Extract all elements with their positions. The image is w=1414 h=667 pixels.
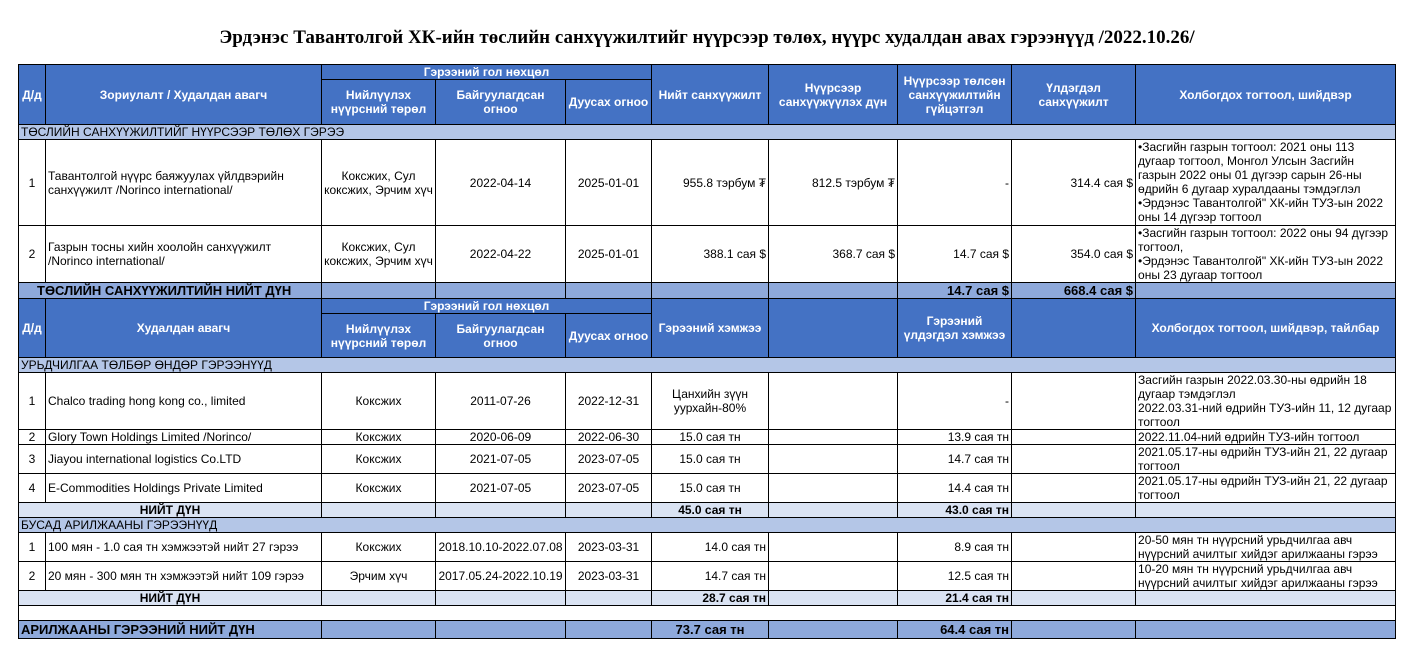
table-row bbox=[19, 140, 1396, 226]
total-label: НИЙТ ДҮН bbox=[19, 503, 322, 518]
cell-signed: 2021-07-05 bbox=[436, 474, 566, 503]
cell-no: 1 bbox=[19, 533, 46, 562]
total-amount: 28.7 сая тн bbox=[652, 591, 769, 606]
table-row bbox=[19, 226, 1396, 283]
empty-cell bbox=[769, 621, 898, 639]
contracts-table bbox=[18, 64, 1396, 639]
cell-notes bbox=[1136, 562, 1396, 591]
cell-coal: Коксжих bbox=[322, 445, 436, 474]
cell-expiry: 2025-01-01 bbox=[566, 226, 652, 283]
col-buyer-header: Худалдан авагч bbox=[46, 299, 322, 358]
col-coal-type-header: Нийлүүлэх нүүрсний төрөл bbox=[322, 80, 436, 125]
empty-cell bbox=[436, 283, 566, 299]
col-direction-header: Зориулалт / Худалдан авагч bbox=[46, 65, 322, 125]
spacer-cell bbox=[19, 606, 1396, 621]
cell-notes bbox=[1136, 140, 1396, 226]
section2-total-row bbox=[19, 503, 1396, 518]
total-label: ТӨСЛИЙН САНХҮҮЖИЛТИЙН НИЙТ ДҮН bbox=[19, 283, 322, 299]
col-total-funding-header: Нийт санхүүжилт bbox=[652, 65, 769, 125]
col-coal-type-header: Нийлүүлэх нүүрсний төрөл bbox=[322, 314, 436, 358]
note-line: 20-50 мян тн нүүрсний урьдчилгаа авч нүүрсний ачилтыг хийдэг арилжааны гэрээ bbox=[1138, 533, 1378, 561]
empty-cell bbox=[436, 503, 566, 518]
cell-paid: 14.7 сая $ bbox=[898, 226, 1012, 283]
page-title: Эрдэнэс Тавантолгой ХК-ийн төслийн санхүүжилтийг нүүрсээр төлөх, нүүрс худалдан авах гэрээнүүд /2022.10.26/ bbox=[219, 27, 1195, 48]
cell-name: 100 мян - 1.0 сая тн хэмжээтэй нийт 27 гэрээ bbox=[46, 533, 322, 562]
table-row bbox=[19, 373, 1396, 430]
grand-total-balance: 64.4 сая тн bbox=[898, 621, 1012, 639]
cell-notes bbox=[1136, 226, 1396, 283]
note-line: 2022.03.31-ний өдрийн ТУЗ-ийн 11, 12 дугаар тогтоол bbox=[1138, 401, 1392, 429]
note-line: •Эрдэнэс Тавантолгой" ХК-ийн ТУЗ-ын 2022 оны 14 дүгээр тогтоол bbox=[1138, 196, 1384, 224]
col-expiry-header: Дуусах огноо bbox=[566, 314, 652, 358]
cell-expiry: 2022-06-30 bbox=[566, 430, 652, 445]
empty-cell bbox=[769, 533, 898, 562]
cell-balance: - bbox=[898, 373, 1012, 430]
empty-cell bbox=[322, 621, 436, 639]
grand-total-row bbox=[19, 621, 1396, 639]
grand-total-label: АРИЛЖААНЫ ГЭРЭЭНИЙ НИЙТ ДҮН bbox=[19, 621, 322, 639]
cell-name: Chalco trading hong kong co., limited bbox=[46, 373, 322, 430]
cell-balance: 314.4 сая $ bbox=[1012, 140, 1136, 226]
cell-no: 2 bbox=[19, 226, 46, 283]
cell-expiry: 2023-03-31 bbox=[566, 533, 652, 562]
header2-row-top bbox=[19, 299, 1396, 314]
cell-coal: Эрчим хүч bbox=[322, 562, 436, 591]
table-row bbox=[19, 430, 1396, 445]
cell-no: 2 bbox=[19, 430, 46, 445]
cell-signed: 2011-07-26 bbox=[436, 373, 566, 430]
col-related-header: Холбогдох тогтоол, шийдвэр, тайлбар bbox=[1136, 299, 1396, 358]
cell-signed: 2022-04-22 bbox=[436, 226, 566, 283]
cell-signed: 2022-04-14 bbox=[436, 140, 566, 226]
cell-notes bbox=[1136, 445, 1396, 474]
empty-cell bbox=[769, 283, 898, 299]
col-expiry-header: Дуусах огноо bbox=[566, 80, 652, 125]
cell-name: 20 мян - 300 мян тн хэмжээтэй нийт 109 гэрээ bbox=[46, 562, 322, 591]
cell-notes bbox=[1136, 373, 1396, 430]
col-no-header: Д/д bbox=[19, 65, 46, 125]
cell-amount: 15.0 сая тн bbox=[652, 474, 769, 503]
table-row bbox=[19, 445, 1396, 474]
cell-coal-funding: 368.7 сая $ bbox=[769, 226, 898, 283]
empty-cell bbox=[652, 283, 769, 299]
col-coal-funding-header: Нүүрсээр санхүүжүүлэх дүн bbox=[769, 65, 898, 125]
cell-coal: Коксжих, Сул коксжих, Эрчим хүч bbox=[322, 226, 436, 283]
empty-cell bbox=[769, 373, 898, 430]
cell-amount: 15.0 сая тн bbox=[652, 430, 769, 445]
cell-balance: 12.5 сая тн bbox=[898, 562, 1012, 591]
total-balance: 43.0 сая тн bbox=[898, 503, 1012, 518]
table-row bbox=[19, 474, 1396, 503]
cell-amount: 14.7 сая тн bbox=[652, 562, 769, 591]
empty-cell bbox=[769, 430, 898, 445]
col-related-header: Холбогдох тогтоол, шийдвэр bbox=[1136, 65, 1396, 125]
note-line: 10-20 мян тн нүүрсний урьдчилгаа авч нүүрсний ачилтыг хийдэг арилжааны гэрээ bbox=[1138, 562, 1378, 590]
section-row bbox=[19, 125, 1396, 140]
empty-cell bbox=[322, 503, 436, 518]
empty-cell bbox=[322, 283, 436, 299]
cell-balance: 354.0 сая $ bbox=[1012, 226, 1136, 283]
empty-cell bbox=[1012, 503, 1136, 518]
cell-no: 3 bbox=[19, 445, 46, 474]
col-main-terms-header: Гэрээний гол нөхцөл bbox=[322, 299, 652, 314]
cell-no: 1 bbox=[19, 140, 46, 226]
header1-row-top bbox=[19, 65, 1396, 80]
note-line: Засгийн газрын 2022.03.30-ны өдрийн 18 дугаар тэмдэглэл bbox=[1138, 373, 1367, 401]
cell-name: Газрын тосны хийн хоолойн санхүүжилт /Norinco international/ bbox=[46, 226, 322, 283]
section-row bbox=[19, 358, 1396, 373]
cell-total: 955.8 тэрбум ₮ bbox=[652, 140, 769, 226]
note-line: •Засгийн газрын тогтоол: 2021 оны 113 дугаар тогтоол, Монгол Улсын Засгийн газрын 2022 оны 01 дүгээр сарын 26-ны өдрийн 6 дугаар хуралдааны тэмдэглэл bbox=[1138, 140, 1362, 196]
total-paid: 14.7 сая $ bbox=[898, 283, 1012, 299]
empty-cell bbox=[769, 503, 898, 518]
col-paid-progress-header: Нүүрсээр төлсөн санхүүжилтийн гүйцэтгэл bbox=[898, 65, 1012, 125]
note-line: •Засгийн газрын тогтоол: 2022 оны 94 дүгээр тогтоол, bbox=[1138, 226, 1389, 254]
total-label: НИЙТ ДҮН bbox=[19, 591, 322, 606]
cell-name: Тавантолгой нүүрс баяжуулах үйлдвэрийн санхүүжилт /Norinco international/ bbox=[46, 140, 322, 226]
empty-cell bbox=[1012, 591, 1136, 606]
empty-cell bbox=[566, 591, 652, 606]
empty-cell bbox=[1136, 591, 1396, 606]
section-label: УРЬДЧИЛГАА ТӨЛБӨР ӨНДӨР ГЭРЭЭНҮҮД bbox=[19, 358, 1396, 373]
empty-cell bbox=[1012, 533, 1136, 562]
empty-cell bbox=[566, 621, 652, 639]
cell-signed: 2020-06-09 bbox=[436, 430, 566, 445]
cell-expiry: 2023-07-05 bbox=[566, 474, 652, 503]
empty-cell bbox=[769, 591, 898, 606]
empty-cell bbox=[769, 445, 898, 474]
total-balance: 21.4 сая тн bbox=[898, 591, 1012, 606]
empty-cell bbox=[769, 562, 898, 591]
cell-name: Glory Town Holdings Limited /Norinco/ bbox=[46, 430, 322, 445]
cell-expiry: 2023-03-31 bbox=[566, 562, 652, 591]
total-amount: 45.0 сая тн bbox=[652, 503, 769, 518]
empty-header bbox=[1012, 299, 1136, 358]
empty-cell bbox=[436, 621, 566, 639]
empty-cell bbox=[566, 283, 652, 299]
section-label: БУСАД АРИЛЖААНЫ ГЭРЭЭНҮҮД bbox=[19, 518, 1396, 533]
empty-cell bbox=[1012, 430, 1136, 445]
empty-cell bbox=[1012, 373, 1136, 430]
cell-balance: 14.7 сая тн bbox=[898, 445, 1012, 474]
section3-total-row bbox=[19, 591, 1396, 606]
spacer-row bbox=[19, 606, 1396, 621]
section1-total-row bbox=[19, 283, 1396, 299]
note-line: 2022.11.04-ний өдрийн ТУЗ-ийн тогтоол bbox=[1138, 430, 1360, 444]
empty-cell bbox=[1012, 562, 1136, 591]
cell-expiry: 2025-01-01 bbox=[566, 140, 652, 226]
empty-cell bbox=[1136, 503, 1396, 518]
cell-no: 4 bbox=[19, 474, 46, 503]
cell-expiry: 2023-07-05 bbox=[566, 445, 652, 474]
cell-paid: - bbox=[898, 140, 1012, 226]
cell-coal: Коксжих, Сул коксжих, Эрчим хүч bbox=[322, 140, 436, 226]
cell-coal: Коксжих bbox=[322, 474, 436, 503]
cell-name: E-Commodities Holdings Private Limited bbox=[46, 474, 322, 503]
cell-coal-funding: 812.5 тэрбум ₮ bbox=[769, 140, 898, 226]
cell-coal: Коксжих bbox=[322, 373, 436, 430]
cell-amount: 15.0 сая тн bbox=[652, 445, 769, 474]
cell-notes bbox=[1136, 430, 1396, 445]
cell-amount: 14.0 сая тн bbox=[652, 533, 769, 562]
col-contract-balance-header: Гэрээний үлдэгдэл хэмжээ bbox=[898, 299, 1012, 358]
cell-signed: 2017.05.24-2022.10.19 bbox=[436, 562, 566, 591]
cell-total: 388.1 сая $ bbox=[652, 226, 769, 283]
cell-expiry: 2022-12-31 bbox=[566, 373, 652, 430]
empty-cell bbox=[1012, 445, 1136, 474]
note-line: 2021.05.17-ны өдрийн ТУЗ-ийн 21, 22 дугаар тогтоол bbox=[1138, 474, 1388, 502]
col-balance-header: Үлдэгдэл санхүүжилт bbox=[1012, 65, 1136, 125]
cell-signed: 2021-07-05 bbox=[436, 445, 566, 474]
col-contract-amount-header: Гэрээний хэмжээ bbox=[652, 299, 769, 358]
empty-cell bbox=[1136, 621, 1396, 639]
empty-cell bbox=[436, 591, 566, 606]
cell-no: 2 bbox=[19, 562, 46, 591]
cell-name: Jiayou international logistics Co.LTD bbox=[46, 445, 322, 474]
empty-cell bbox=[769, 474, 898, 503]
cell-balance: 8.9 сая тн bbox=[898, 533, 1012, 562]
cell-notes bbox=[1136, 533, 1396, 562]
empty-cell bbox=[566, 503, 652, 518]
cell-signed: 2018.10.10-2022.07.08 bbox=[436, 533, 566, 562]
cell-coal: Коксжих bbox=[322, 430, 436, 445]
cell-notes bbox=[1136, 474, 1396, 503]
col-signed-header: Байгуулагдсан огноо bbox=[436, 314, 566, 358]
section-row bbox=[19, 518, 1396, 533]
table-row bbox=[19, 562, 1396, 591]
empty-header bbox=[769, 299, 898, 358]
note-line: •Эрдэнэс Тавантолгой" ХК-ийн ТУЗ-ын 2022 оны 23 дугаар тогтоол bbox=[1138, 254, 1384, 282]
note-line: 2021.05.17-ны өдрийн ТУЗ-ийн 21, 22 дугаар тогтоол bbox=[1138, 445, 1388, 473]
cell-balance: 13.9 сая тн bbox=[898, 430, 1012, 445]
cell-amount: Цанхийн зүүн уурхайн-80% bbox=[652, 373, 769, 430]
grand-total-amount: 73.7 сая тн bbox=[652, 621, 769, 639]
empty-cell bbox=[1012, 474, 1136, 503]
cell-no: 1 bbox=[19, 373, 46, 430]
empty-cell bbox=[1012, 621, 1136, 639]
empty-cell bbox=[1136, 283, 1396, 299]
cell-balance: 14.4 сая тн bbox=[898, 474, 1012, 503]
col-main-terms-header: Гэрээний гол нөхцөл bbox=[322, 65, 652, 80]
col-no-header: Д/д bbox=[19, 299, 46, 358]
col-signed-header: Байгуулагдсан огноо bbox=[436, 80, 566, 125]
table-row bbox=[19, 533, 1396, 562]
total-balance: 668.4 сая $ bbox=[1012, 283, 1136, 299]
empty-cell bbox=[322, 591, 436, 606]
cell-coal: Коксжих bbox=[322, 533, 436, 562]
section-label: ТӨСЛИЙН САНХҮҮЖИЛТИЙГ НҮҮРСЭЭР ТӨЛӨХ ГЭРЭЭ bbox=[19, 125, 1396, 140]
